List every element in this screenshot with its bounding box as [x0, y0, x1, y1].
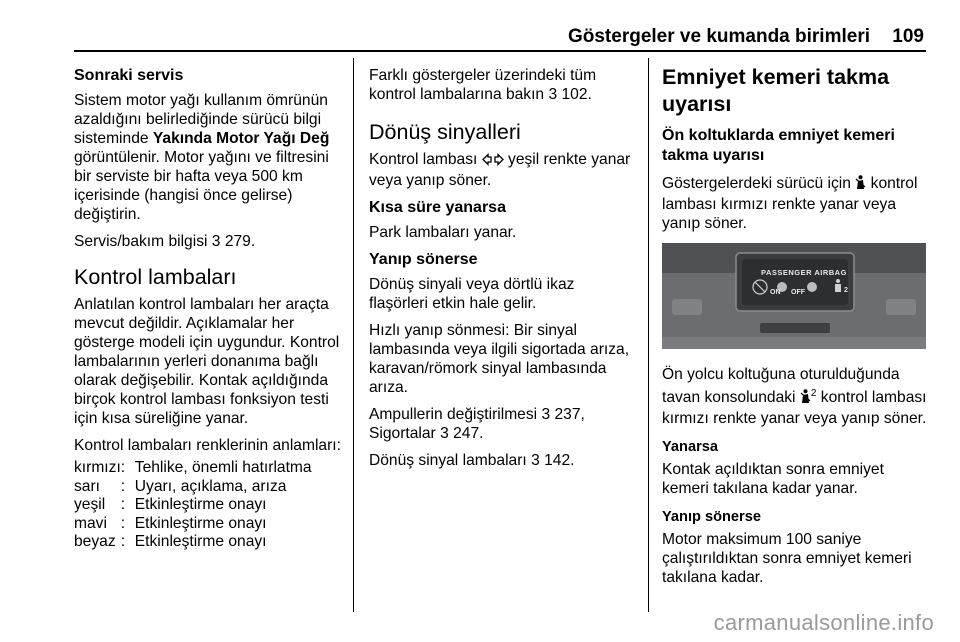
- turn-signal-icon: [482, 152, 504, 171]
- paragraph-park-lights: Park lambaları yanar.: [369, 224, 517, 241]
- column-divider-2: [648, 58, 649, 612]
- photo-label-on: ON: [770, 289, 781, 296]
- paragraph-if-lit: Kontak açıldıktan sonra emniyet kemeri takılana kadar yanar.: [662, 461, 884, 498]
- reference-glyph: 3: [440, 425, 449, 442]
- paragraph-next-service: Sistem motor yağı kullanım ömrünün azaldığını belirlediğinde sürücü bilgi sisteminde Yakında Motor Yağı Değ görüntülenir. Motor yağını ve filtresini bir serviste bir hafta veya 500 km içerisinde (hangisi önce gelirse) değiştirin.: [74, 92, 330, 223]
- paragraph-if-flashing: Motor maksimum 100 saniye çalıştırıldıktan sonra emniyet kemeri takılana kadar.: [662, 531, 912, 587]
- section-title-next-service: Sonraki servis: [74, 67, 184, 84]
- table-row: sarı : Uyarı, açıklama, arıza: [74, 477, 287, 495]
- photo-label-off: OFF: [791, 289, 805, 296]
- column-3: [662, 58, 930, 595]
- section-title-turn-signals: Dönüş sinyalleri: [369, 120, 521, 144]
- paragraph-see-all-lights: Farklı göstergeler üzerindeki tüm kontrol lambalarına bakın 3 102.: [369, 67, 597, 103]
- table-row: yeşil : Etkinleştirme onayı: [74, 496, 267, 513]
- paragraph-color-meanings: Kontrol lambaları renklerinin anlamları:: [74, 437, 341, 454]
- paragraph-turn-signal-ref: Dönüş sinyal lambaları 3 142.: [369, 452, 575, 469]
- paragraph-bulb-fuse-refs: Ampullerin değiştirilmesi 3 237, Sigortalar 3 247.: [369, 406, 585, 442]
- column-divider-1: [353, 58, 354, 612]
- section-title-seatbelt-reminder: Emniyet kemeri takma uyarısı: [662, 65, 890, 116]
- reference-glyph: 3: [211, 233, 221, 250]
- page-ref-link[interactable]: 3 142.: [531, 452, 575, 469]
- table-row: mavi : Etkinleştirme onayı: [74, 514, 267, 532]
- page-ref-link[interactable]: 3 279.: [211, 233, 256, 250]
- paragraph-control-lights: Anlatılan kontrol lambaları her araçta mevcut değildir. Açıklamalar her gösterge modeli için uygundur. Kontrol lambalarının yerleri donanıma bağlı olarak değişebilir. Kontak açıldığında birçok kontrol lambası fonksiyon testi için kısa süreliğine yanar.: [74, 296, 340, 427]
- seat-superscript: 2: [810, 388, 817, 399]
- page-header: [0, 0, 960, 50]
- reference-glyph: 3: [541, 406, 551, 423]
- section-title-short-lit: Kısa süre yanarsa: [369, 199, 506, 216]
- message-text: Yakında Motor Yağı Değ: [152, 130, 330, 147]
- page-ref-link[interactable]: 3 237,: [541, 406, 585, 423]
- photo-label-passenger-airbag: PASSENGER AIRBAG: [761, 268, 847, 277]
- watermark: carmanualsonline.info: [713, 610, 934, 635]
- photo-label-seat-2: 2: [844, 287, 848, 294]
- table-row: beyaz : Etkinleştirme onayı: [74, 533, 267, 550]
- paragraph-service-ref: Servis/bakım bilgisi 3 279.: [74, 233, 256, 250]
- paragraph-driver-light: Göstergelerdeki sürücü için kontrol lambası kırmızı renkte yanar veya yanıp söner.: [662, 175, 918, 232]
- section-title-if-lit: Yanarsa: [662, 439, 718, 456]
- column-2: [369, 58, 637, 478]
- table-row: kırmızı : Tehlike, önemli hatırlatma: [74, 459, 312, 476]
- paragraph-passenger-light: Ön yolcu koltuğuna oturulduğunda tavan konsolundaki $^2$ kontrol lambası kırmızı renkte yanar veya yanıp söner.: [662, 366, 927, 428]
- paragraph-fast-flashing: Hızlı yanıp sönmesi: Bir sinyal lambasında veya ilgili sigortada arıza, karavan/römork sinyal lambasında arıza.: [369, 322, 630, 396]
- seatbelt-passenger-icon: [800, 389, 811, 409]
- page-number: 109: [892, 26, 924, 47]
- column-1: [74, 58, 344, 552]
- header-rule: [74, 50, 926, 52]
- page-ref-link[interactable]: 3 102.: [548, 86, 592, 103]
- section-title-if-flashing: Yanıp sönerse: [662, 509, 761, 526]
- color-meaning-table: [74, 459, 312, 552]
- header-title: Göstergeler ve kumanda birimleri: [567, 26, 870, 47]
- page-ref-link[interactable]: 3 247.: [440, 425, 484, 442]
- reference-glyph: 3: [531, 452, 540, 469]
- section-title-control-lights: Kontrol lambaları: [74, 265, 237, 289]
- section-title-front-seat-reminder: Ön koltuklarda emniyet kemeri takma uyarısı: [662, 127, 895, 164]
- roof-console-photo: [662, 243, 926, 349]
- reference-glyph: 3: [548, 86, 558, 103]
- section-title-flashing: Yanıp sönerse: [369, 251, 478, 268]
- paragraph-flashing: Dönüş sinyali veya dörtlü ikaz flaşörleri etkin hale gelir.: [369, 276, 575, 312]
- paragraph-turn-signal-light: Kontrol lambası yeşil renkte yanar veya yanıp söner.: [369, 151, 631, 189]
- seatbelt-icon: [855, 175, 866, 195]
